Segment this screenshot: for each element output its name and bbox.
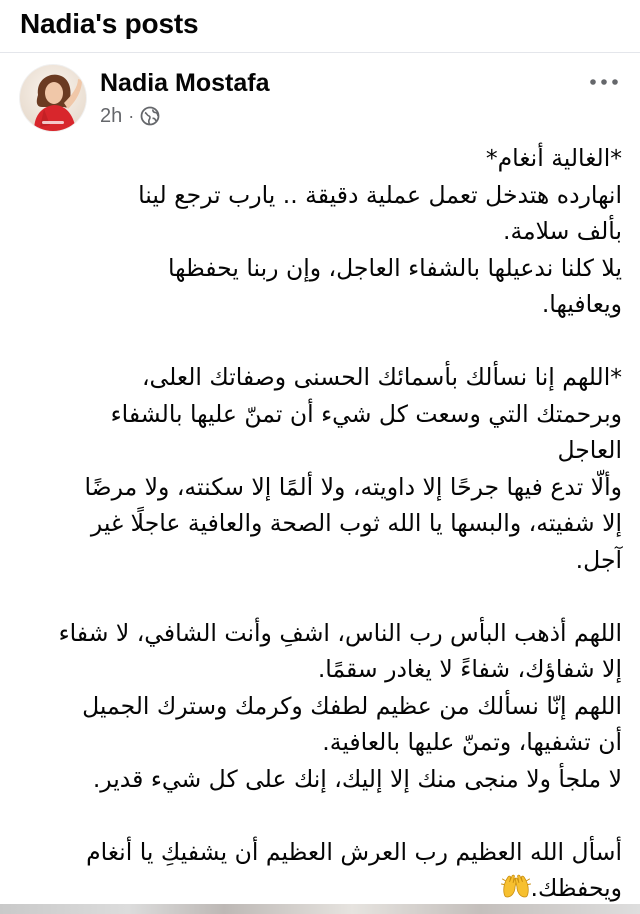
avatar-image bbox=[20, 65, 86, 131]
post-line: *اللهم إنا نسألك بأسمائك الحسنى وصفاتك العلى، bbox=[141, 363, 622, 391]
post-line: وألّا تدع فيها جرحًا إلا داويته، ولا ألمًا إلا سكنته، ولا مرضًا bbox=[84, 472, 622, 501]
post-line: *الغالية أنغام* bbox=[485, 144, 622, 172]
post-line-last bbox=[10, 870, 622, 907]
post-line: اللهم إنّا نسألك من عظيم لطفك وكرمك وسترك الجميل bbox=[82, 691, 622, 720]
post-line: اللهم أذهب البأس رب الناس، اشفِ وأنت الشافي، لا شفاء bbox=[58, 618, 622, 647]
post-line: ويعافيها. bbox=[541, 290, 622, 318]
post-line: أن تشفيها، وتمنّ عليها بالعافية. bbox=[322, 728, 622, 756]
post-line: وبرحمتك التي وسعت كل شيء أن تمنّ عليها بالشفاء bbox=[110, 399, 622, 428]
post-line: بألف سلامة. bbox=[502, 217, 622, 245]
post-time[interactable]: 2h bbox=[100, 105, 123, 127]
post-text bbox=[10, 140, 622, 907]
paragraph-spacer bbox=[10, 578, 622, 615]
header-divider bbox=[0, 52, 640, 53]
more-options-button[interactable] bbox=[584, 68, 624, 96]
next-post-image-preview[interactable] bbox=[0, 904, 640, 914]
post-line-text: ويحفظك. bbox=[530, 874, 622, 902]
post-line: يلا كلنا ندعيلها بالشفاء العاجل، وإن ربنا يحفظها bbox=[168, 253, 622, 282]
post-line: إلا شفيته، والبسها يا الله ثوب الصحة والعافية عاجلًا غير bbox=[90, 509, 622, 537]
more-horizontal-icon bbox=[589, 78, 619, 86]
avatar[interactable] bbox=[20, 65, 86, 131]
raising-hands-icon bbox=[501, 873, 531, 901]
meta-separator: · bbox=[128, 106, 135, 126]
paragraph-spacer bbox=[10, 323, 622, 360]
author-name[interactable]: Nadia Mostafa bbox=[100, 69, 270, 97]
post-line: إلا شفاؤك، شفاءً لا يغادر سقمًا. bbox=[317, 655, 622, 683]
globe-icon[interactable] bbox=[140, 106, 160, 126]
post-line: أسأل الله العظيم رب العرش العظيم أن يشفيكِ يا أنغام bbox=[86, 837, 622, 866]
post-line: آجل. bbox=[575, 545, 622, 574]
post-meta bbox=[100, 104, 160, 128]
post-line: لا ملجأ ولا منجى منك إلا إليك، إنك على كل شيء قدير. bbox=[92, 764, 622, 793]
post-line: العاجل bbox=[557, 436, 622, 464]
paragraph-spacer bbox=[10, 797, 622, 834]
page-title: Nadia's posts bbox=[20, 8, 199, 39]
post-line: انهارده هتدخل تعمل عملية دقيقة .. يارب ترجع لينا bbox=[138, 180, 622, 209]
